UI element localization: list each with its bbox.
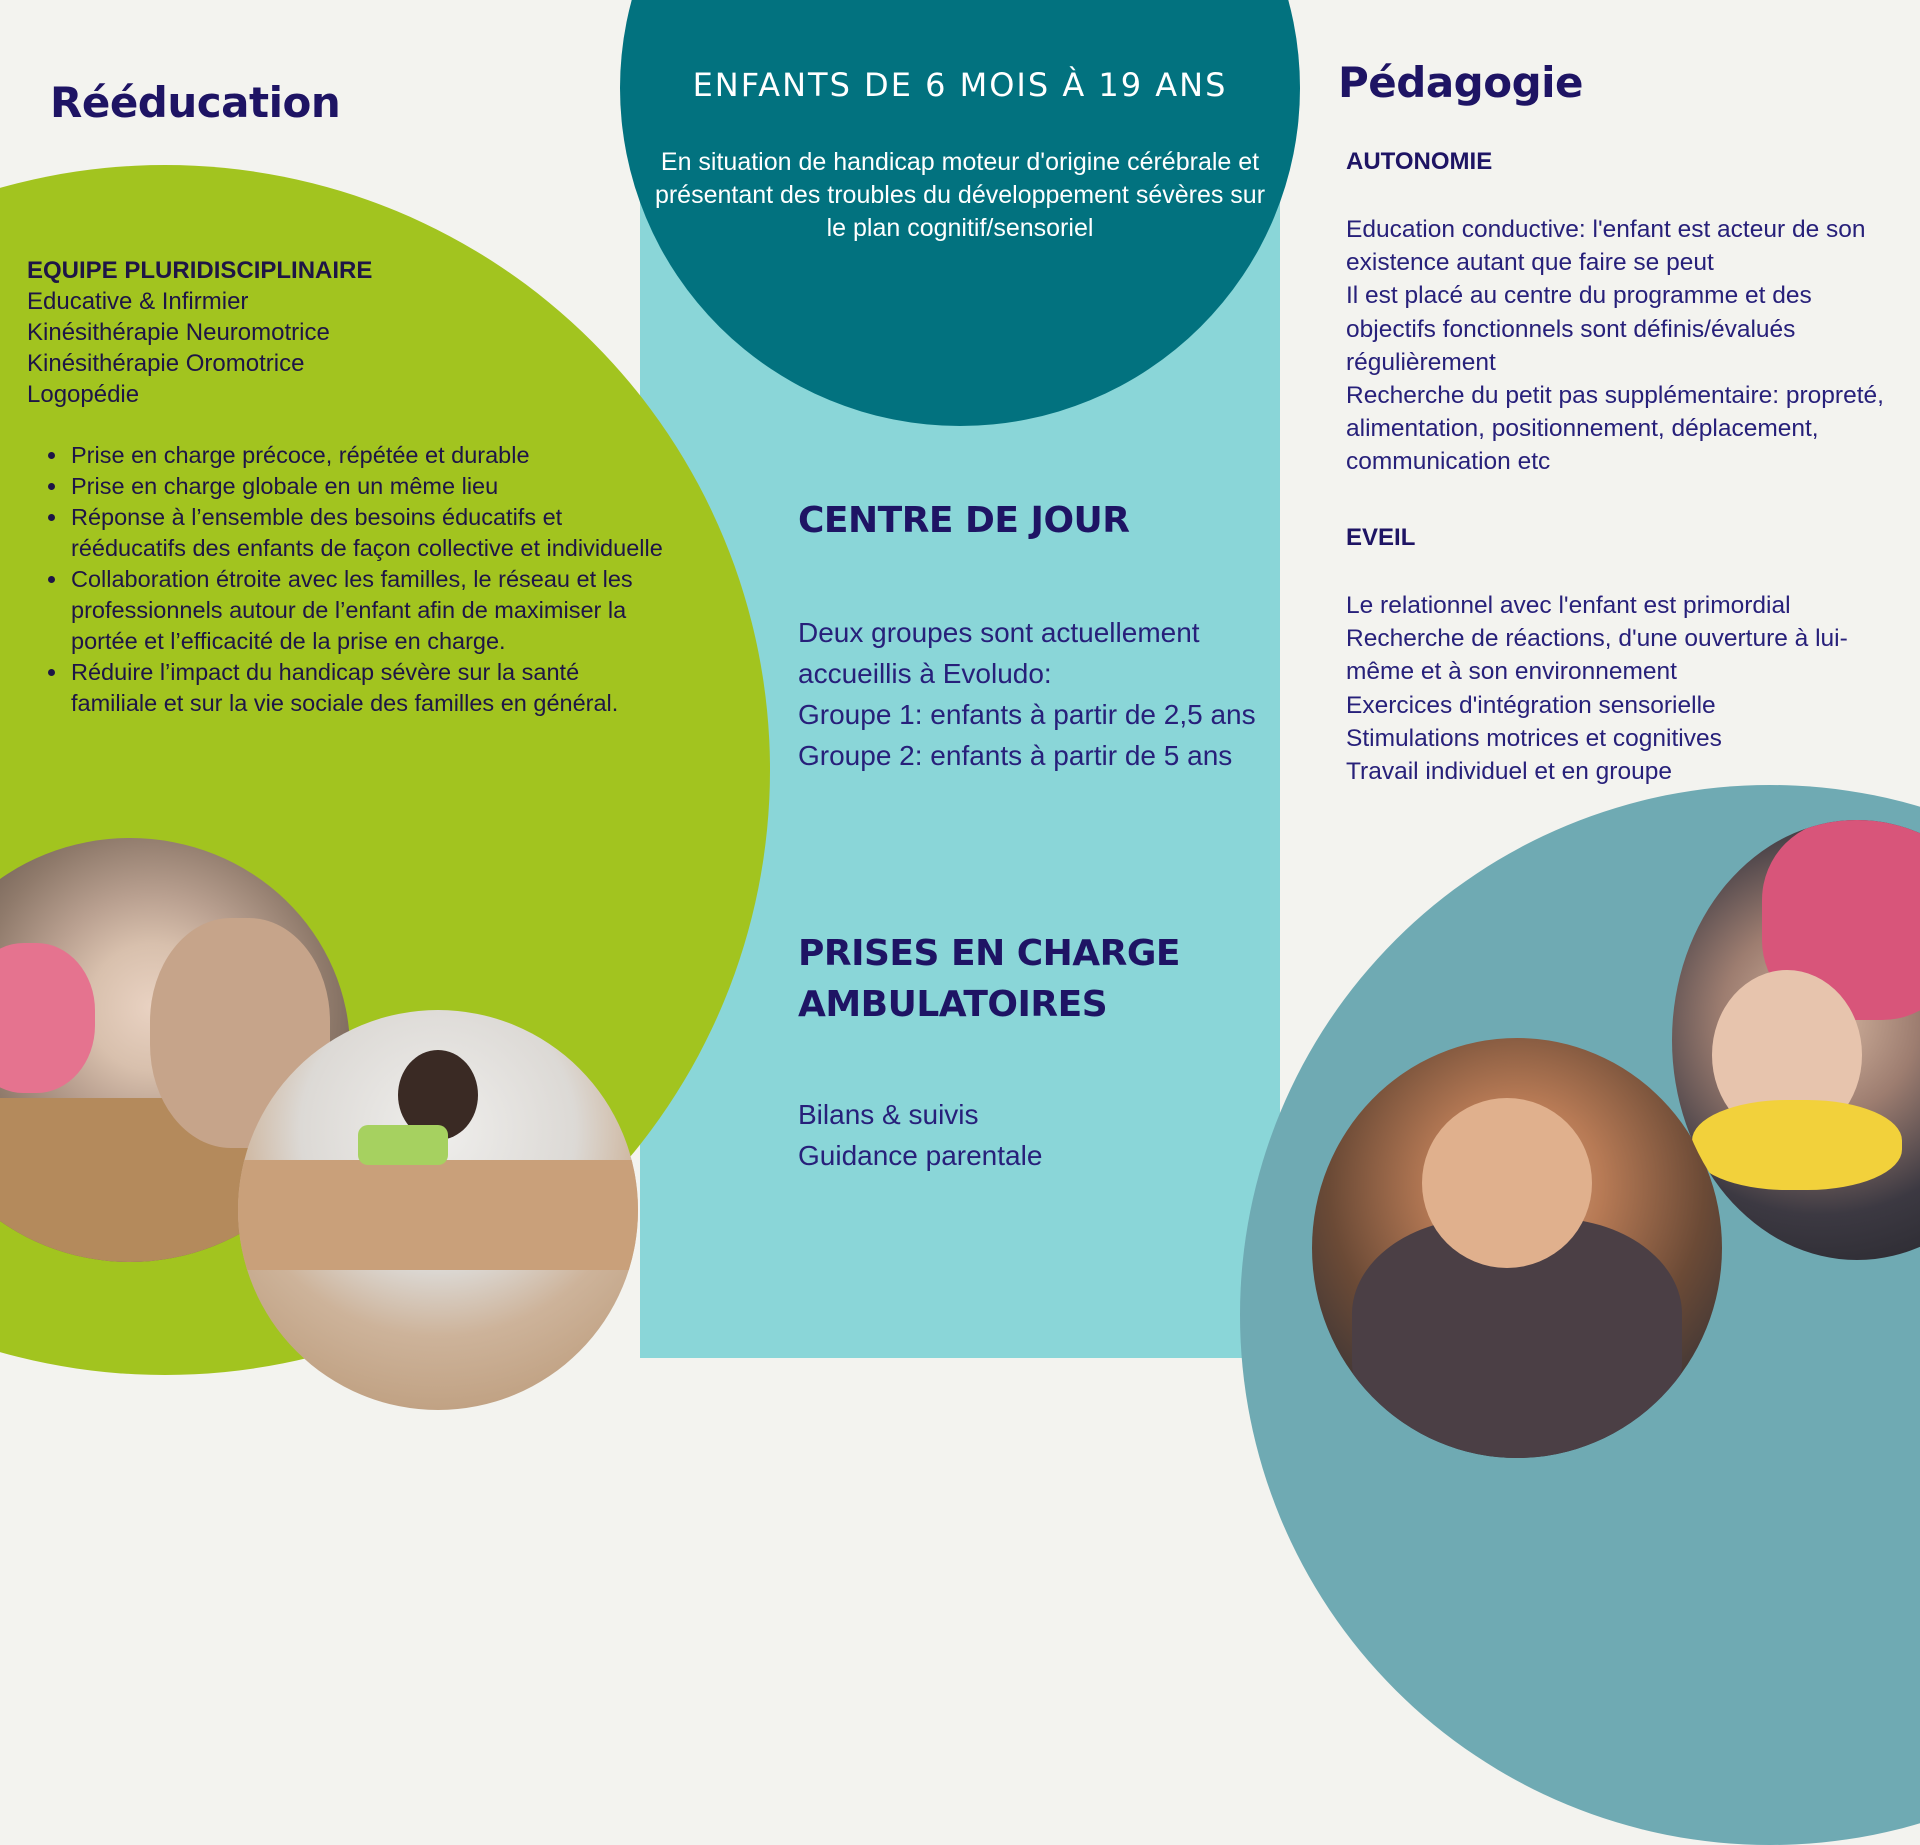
day-centre-line: Deux groupes sont actuellement accueillis à Evoludo: [798, 617, 1200, 689]
autonomie-text [1346, 213, 1906, 479]
ambulatory-line: Bilans & suivis [798, 1099, 979, 1130]
eveil-title: EVEIL [1346, 524, 1416, 551]
ambulatory-line: Guidance parentale [798, 1140, 1043, 1171]
reeducation-bullet-list [27, 440, 669, 719]
team-item: Logopédie [27, 381, 140, 408]
photo-boy-playing [1312, 1038, 1722, 1458]
autonomie-line: Recherche du petit pas supplémentaire: propreté, alimentation, positionnement, déplacement, communication etc [1346, 382, 1884, 476]
autonomie-title: AUTONOMIE [1346, 148, 1493, 175]
bullet-item: • Prise en charge précoce, répétée et durable [69, 440, 669, 471]
day-centre-title: CENTRE DE JOUR [798, 500, 1130, 541]
autonomie-line: Il est placé au centre du programme et des objectifs fonctionnels sont définis/évalués régulièrement [1346, 282, 1812, 376]
team-item: Educative & Infirmier [27, 288, 249, 315]
bullet-item: • Réduire l’impact du handicap sévère sur la santé familiale et sur la vie sociale des familles en général. [69, 657, 669, 719]
reeducation-title: Rééducation [50, 78, 341, 127]
day-centre-text [798, 612, 1258, 776]
eveil-line: Recherche de réactions, d'une ouverture à lui-même et à son environnement [1346, 625, 1848, 686]
photo-child-at-table [238, 1010, 638, 1410]
team-title: EQUIPE PLURIDISCIPLINAIRE [27, 257, 373, 284]
bullet-item: • Collaboration étroite avec les familles, le réseau et les professionnels autour de l’enfant afin de maximiser la portée et l’efficacité de la prise en charge. [69, 564, 669, 657]
eveil-text [1346, 589, 1906, 788]
ambulatory-title: PRISES EN CHARGE AMBULATOIRES [798, 933, 1181, 1025]
team-item: Kinésithérapie Neuromotrice [27, 319, 330, 346]
team-item: Kinésithérapie Oromotrice [27, 350, 305, 377]
ambulatory-text [798, 1094, 1218, 1176]
pedagogie-title: Pédagogie [1338, 58, 1584, 107]
eveil-line: Exercices d'intégration sensorielle [1346, 691, 1716, 719]
bullet-item: • Prise en charge globale en un même lieu [69, 471, 669, 502]
bullet-item: • Réponse à l’ensemble des besoins éducatifs et rééducatifs des enfants de façon collective et individuelle [69, 502, 669, 564]
eveil-line: Le relationnel avec l'enfant est primordial [1346, 592, 1791, 619]
autonomie-line: Education conductive: l'enfant est acteur de son existence autant que faire se peut [1346, 216, 1866, 277]
age-range-description: En situation de handicap moteur d'origine cérébrale et présentant des troubles du développement sévères sur le plan cognitif/sensoriel [654, 148, 1266, 242]
eveil-line: Travail individuel et en groupe [1346, 758, 1672, 786]
team-section [27, 255, 747, 410]
age-range-title: ENFANTS DE 6 MOIS À 19 ANS [692, 66, 1228, 104]
eveil-line: Stimulations motrices et cognitives [1346, 724, 1722, 752]
day-centre-line: Groupe 1: enfants à partir de 2,5 ans [798, 699, 1256, 730]
day-centre-line: Groupe 2: enfants à partir de 5 ans [798, 740, 1233, 771]
